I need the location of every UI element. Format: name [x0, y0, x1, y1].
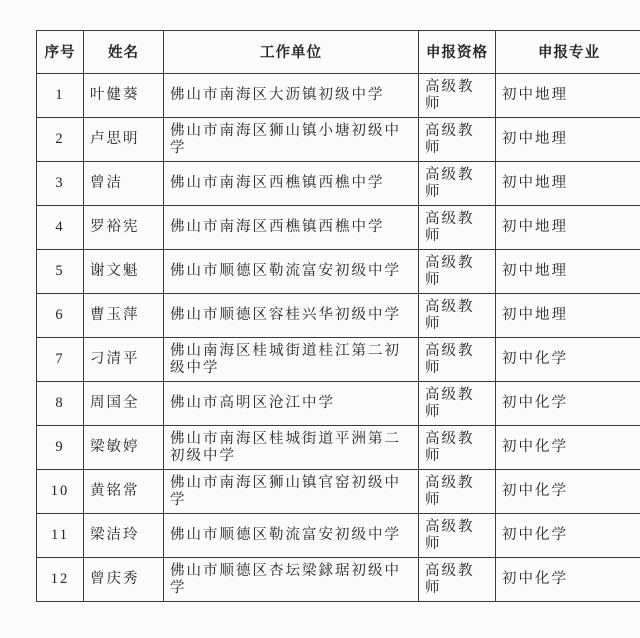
row-subject: 初中地理	[496, 74, 640, 118]
header-unit: 工作单位	[164, 31, 419, 74]
row-unit: 佛山市南海区西樵镇西樵中学	[164, 162, 419, 206]
row-unit: 佛山市顺德区容桂兴华初级中学	[164, 294, 419, 338]
row-name: 曹玉萍	[84, 294, 164, 338]
row-name: 罗裕宪	[84, 206, 164, 250]
row-no: 10	[37, 470, 84, 514]
row-subject: 初中化学	[496, 514, 640, 558]
row-unit: 佛山南海区桂城街道桂江第二初级中学	[164, 338, 419, 382]
table-row	[37, 514, 640, 558]
row-subject: 初中化学	[496, 382, 640, 426]
row-name: 梁洁玲	[84, 514, 164, 558]
header-subject: 申报专业	[496, 31, 640, 74]
table-row	[37, 162, 640, 206]
row-qualification: 高级教师	[419, 338, 496, 382]
table-row	[37, 250, 640, 294]
row-qualification: 高级教师	[419, 382, 496, 426]
table-body	[37, 74, 640, 602]
row-unit: 佛山市顺德区杏坛梁銶琚初级中学	[164, 558, 419, 602]
applicant-table	[36, 30, 640, 602]
table-row	[37, 206, 640, 250]
row-no: 5	[37, 250, 84, 294]
row-no: 2	[37, 118, 84, 162]
row-qualification: 高级教师	[419, 470, 496, 514]
table-row	[37, 426, 640, 470]
row-unit: 佛山市南海区大沥镇初级中学	[164, 74, 419, 118]
row-qualification: 高级教师	[419, 74, 496, 118]
row-name: 曾庆秀	[84, 558, 164, 602]
row-name: 刁清平	[84, 338, 164, 382]
header-name: 姓名	[84, 31, 164, 74]
row-name: 叶健葵	[84, 74, 164, 118]
row-qualification: 高级教师	[419, 294, 496, 338]
row-name: 曾洁	[84, 162, 164, 206]
table-header	[37, 31, 640, 74]
row-subject: 初中化学	[496, 426, 640, 470]
table-row	[37, 558, 640, 602]
header-row	[37, 31, 640, 74]
row-subject: 初中地理	[496, 162, 640, 206]
row-qualification: 高级教师	[419, 558, 496, 602]
row-subject: 初中化学	[496, 338, 640, 382]
row-qualification: 高级教师	[419, 514, 496, 558]
row-qualification: 高级教师	[419, 426, 496, 470]
row-no: 6	[37, 294, 84, 338]
row-no: 1	[37, 74, 84, 118]
row-qualification: 高级教师	[419, 162, 496, 206]
header-no: 序号	[37, 31, 84, 74]
table-row	[37, 294, 640, 338]
row-no: 8	[37, 382, 84, 426]
row-no: 4	[37, 206, 84, 250]
row-unit: 佛山市顺德区勒流富安初级中学	[164, 514, 419, 558]
header-qualification: 申报资格	[419, 31, 496, 74]
table-row	[37, 338, 640, 382]
row-qualification: 高级教师	[419, 250, 496, 294]
row-subject: 初中化学	[496, 558, 640, 602]
row-subject: 初中地理	[496, 206, 640, 250]
row-unit: 佛山市顺德区勒流富安初级中学	[164, 250, 419, 294]
row-no: 7	[37, 338, 84, 382]
row-unit: 佛山市高明区沧江中学	[164, 382, 419, 426]
row-no: 3	[37, 162, 84, 206]
row-no: 12	[37, 558, 84, 602]
row-name: 周国全	[84, 382, 164, 426]
row-name: 谢文魁	[84, 250, 164, 294]
row-subject: 初中地理	[496, 118, 640, 162]
row-no: 11	[37, 514, 84, 558]
row-unit: 佛山市南海区桂城街道平洲第二初级中学	[164, 426, 419, 470]
row-unit: 佛山市南海区狮山镇官窑初级中学	[164, 470, 419, 514]
row-qualification: 高级教师	[419, 206, 496, 250]
table-row	[37, 74, 640, 118]
row-subject: 初中化学	[496, 470, 640, 514]
row-name: 黄铭常	[84, 470, 164, 514]
row-name: 梁敏婷	[84, 426, 164, 470]
table-row	[37, 118, 640, 162]
table-row	[37, 470, 640, 514]
table-row	[37, 382, 640, 426]
row-subject: 初中地理	[496, 250, 640, 294]
row-unit: 佛山市南海区狮山镇小塘初级中学	[164, 118, 419, 162]
row-unit: 佛山市南海区西樵镇西樵中学	[164, 206, 419, 250]
row-subject: 初中地理	[496, 294, 640, 338]
row-name: 卢思明	[84, 118, 164, 162]
row-qualification: 高级教师	[419, 118, 496, 162]
row-no: 9	[37, 426, 84, 470]
